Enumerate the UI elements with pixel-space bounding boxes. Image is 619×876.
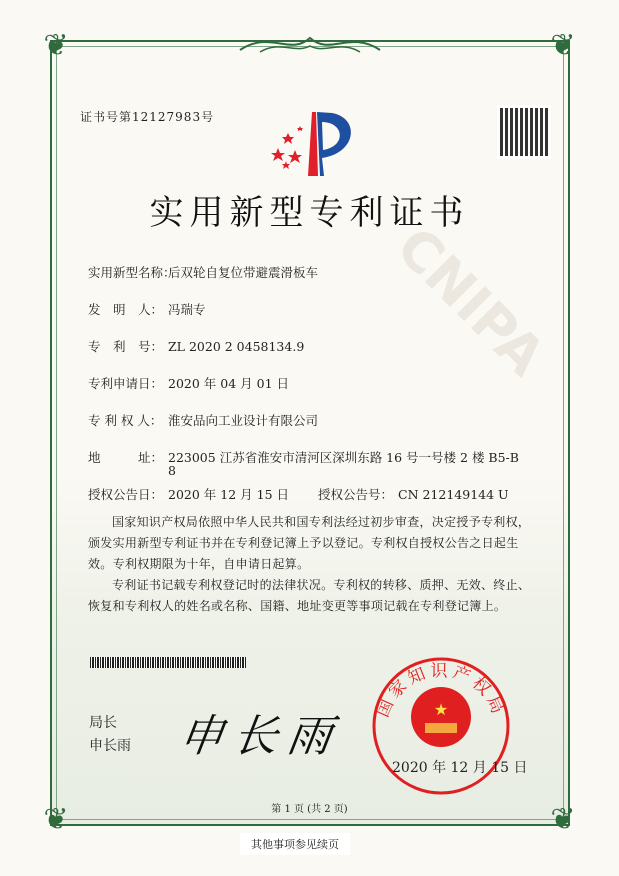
field-value: ZL 2020 2 0458134.9 [168, 339, 305, 354]
page-indicator: 第 1 页 (共 2 页) [271, 804, 348, 815]
field-value: 后双轮自复位带避震滑板车 [168, 265, 319, 280]
footer-note: 其他事项参见续页 [240, 833, 350, 855]
field-value: CN 212149144 U [398, 487, 509, 502]
signature: 申长雨 [175, 711, 345, 762]
field-label: 地 址： [88, 450, 164, 465]
watermark: CNIPA [384, 215, 558, 388]
field-value: 223005 江苏省淮安市清河区深圳东路 16 号一号楼 2 楼 B5-B [168, 450, 519, 465]
certificate-title: 实用新型专利证书 [149, 193, 470, 233]
cnipa-logo-icon [262, 108, 362, 180]
svg-text:★: ★ [433, 700, 449, 719]
certificate-number: 证书号第12127983号 [80, 110, 215, 124]
field-inventor [88, 300, 206, 318]
corner-ornament-icon: ❦ [43, 802, 69, 837]
field-label: 专利申请日： [88, 376, 164, 391]
corner-ornament-icon: ❦ [550, 28, 576, 63]
field-value: 淮安品向工业设计有限公司 [168, 413, 319, 428]
field-label: 授权公告日： [88, 487, 164, 502]
field-address-cont: 8 [168, 463, 176, 478]
field-label: 实用新型名称： [88, 265, 176, 280]
field-value: 2020 年 04 月 01 日 [168, 376, 289, 391]
field-value: 2020 年 12 月 15 日 [168, 487, 289, 502]
corner-ornament-icon: ❦ [43, 28, 69, 63]
field-grant-date [88, 485, 289, 503]
top-ornament-icon [230, 28, 390, 58]
seal-text: 国家知识产权局 [372, 661, 510, 721]
signatory-name: 申长雨 [89, 738, 131, 754]
field-label: 发 明 人： [88, 302, 164, 317]
field-label: 专 利 权 人： [88, 413, 163, 428]
field-patentee [88, 411, 318, 429]
seal-date: 2020 年 12 月 15 日 [392, 760, 528, 776]
corner-ornament-icon: ❦ [550, 802, 576, 837]
paragraph-legal-status: 专利证书记载专利权登记时的法律状况。专利权的转移、质押、无效、终止、恢复和专利权人的姓名或名称、国籍、地址变更等事项记载在专利登记簿上。 [88, 578, 531, 613]
field-utility-model-name [88, 263, 318, 281]
field-label: 专 利 号： [88, 339, 164, 354]
field-value: 冯瑞专 [168, 302, 206, 317]
field-label: 授权公告号： [318, 487, 394, 502]
field-patent-number [88, 337, 304, 355]
signatory-title: 局长 [89, 715, 117, 731]
barcode [90, 657, 246, 668]
field-application-date [88, 374, 289, 392]
field-grant-number [318, 485, 509, 503]
paragraph-grant: 国家知识产权局依照中华人民共和国专利法经过初步审查，决定授予专利权，颁发实用新型专利证书并在专利登记簿上予以登记。专利权自授权公告之日起生效。专利权期限为十年，自申请日起算。 [88, 515, 531, 571]
field-address [88, 448, 519, 466]
qr-code [497, 105, 551, 159]
